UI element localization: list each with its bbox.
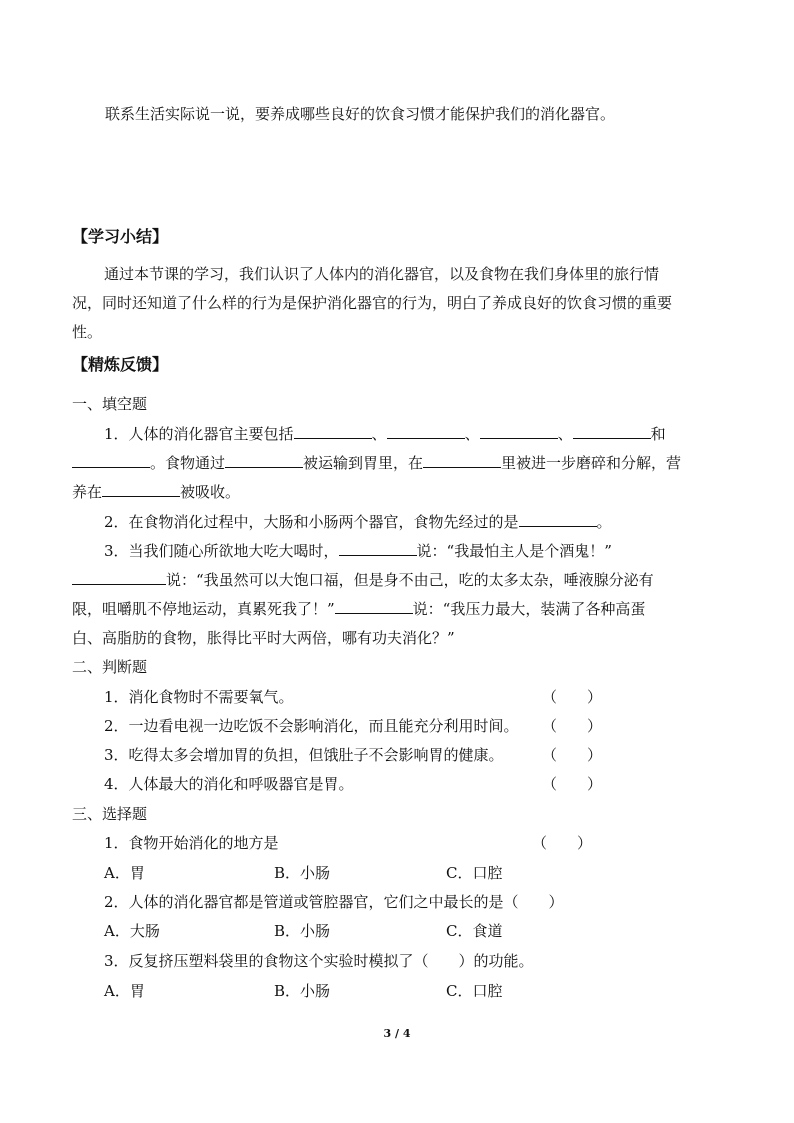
fill-q3-line4: 白、高脂肪的食物，胀得比平时大两倍，哪有功夫消化？” xyxy=(72,629,455,647)
judge-answer-3[interactable]: （ ） xyxy=(542,746,603,764)
choice-q1-stem: 1．食物开始消化的地方是 xyxy=(104,834,279,852)
fill-q2-text-b: 。 xyxy=(596,513,612,531)
fill-q3-line2 xyxy=(72,569,654,591)
fill-q1-text-b: 。食物通过 xyxy=(150,454,226,472)
separator: 、 xyxy=(464,425,480,443)
choice-q1-option-a[interactable]: A．胃 xyxy=(104,864,145,882)
fill-q1-text-a: 1．人体的消化器官主要包括 xyxy=(104,425,294,443)
choice-q2-option-c[interactable]: C．食道 xyxy=(446,922,503,940)
fill-q1-text-d: 里被进一步磨碎和分解，营 xyxy=(501,454,682,472)
answer-blank[interactable] xyxy=(480,424,558,439)
fill-q3-text-c: 说：“我虽然可以大饱口福，但是身不由己，吃的太多太杂，唾液腺分泌有 xyxy=(166,571,654,589)
fill-q1-line1 xyxy=(104,423,666,445)
fill-q3-line1 xyxy=(104,540,612,562)
separator: 、 xyxy=(557,425,573,443)
fill-q3-text-b: 说：“我最怕主人是个酒鬼！” xyxy=(416,542,612,560)
answer-blank[interactable] xyxy=(423,453,501,468)
fill-q3-line3 xyxy=(72,598,645,620)
choice-title: 三、选择题 xyxy=(72,805,148,823)
fill-q1-text-f: 被吸收。 xyxy=(180,483,241,501)
judge-item-1: 1．消化食物时不需要氧气。 xyxy=(104,688,294,706)
separator: 、 xyxy=(371,425,387,443)
choice-q2-option-a[interactable]: A．大肠 xyxy=(104,922,160,940)
answer-blank[interactable] xyxy=(294,424,372,439)
summary-heading: 【学习小结】 xyxy=(72,227,169,246)
summary-line-3: 性。 xyxy=(72,323,103,341)
intro-question: 联系生活实际说一说，要养成哪些良好的饮食习惯才能保护我们的消化器官。 xyxy=(105,105,616,123)
fill-q1-text-e: 养在 xyxy=(72,483,103,501)
fill-q2-text-a: 2．在食物消化过程中，大肠和小肠两个器官，食物先经过的是 xyxy=(104,513,519,531)
fill-q2 xyxy=(104,511,612,533)
answer-blank[interactable] xyxy=(72,570,166,585)
judge-item-2: 2．一边看电视一边吃饭不会影响消化，而且能充分利用时间。 xyxy=(104,717,519,735)
summary-line-2: 况，同时还知道了什么样的行为是保护消化器官的行为，明白了养成良好的饮食习惯的重要 xyxy=(72,294,673,312)
judge-answer-1[interactable]: （ ） xyxy=(542,688,603,706)
choice-q3-stem: 3．反复挤压塑料袋里的食物这个实验时模拟了（ ）的功能。 xyxy=(104,952,534,970)
fill-q3-text-a: 3．当我们随心所欲地大吃大喝时， xyxy=(104,542,339,560)
fill-q1-line2 xyxy=(72,452,681,474)
answer-blank[interactable] xyxy=(335,599,413,614)
choice-q3-option-b[interactable]: B．小肠 xyxy=(274,982,331,1000)
choice-q2-stem: 2．人体的消化器官都是管道或管腔器官，它们之中最长的是（ ） xyxy=(104,893,564,911)
fill-q1-line3 xyxy=(72,481,240,503)
fill-q1-text-c: 被运输到胃里，在 xyxy=(303,454,424,472)
summary-line-1: 通过本节课的学习，我们认识了人体内的消化器官，以及食物在我们身体里的旅行情 xyxy=(104,265,660,283)
choice-q1-option-b[interactable]: B．小肠 xyxy=(274,864,331,882)
choice-q2-option-b[interactable]: B．小肠 xyxy=(274,922,331,940)
choice-q3-option-c[interactable]: C．口腔 xyxy=(446,982,503,1000)
choice-q1-option-c[interactable]: C．口腔 xyxy=(446,864,503,882)
answer-blank[interactable] xyxy=(102,482,180,497)
fill-title: 一、填空题 xyxy=(72,395,148,413)
choice-q3-option-a[interactable]: A．胃 xyxy=(104,982,145,1000)
judge-item-3: 3．吃得太多会增加胃的负担，但饿肚子不会影响胃的健康。 xyxy=(104,746,504,764)
answer-blank[interactable] xyxy=(225,453,303,468)
page-number: 3 / 4 xyxy=(383,1027,411,1040)
fill-q3-text-d: 限，咀嚼肌不停地运动，真累死我了！” xyxy=(72,600,335,618)
answer-blank[interactable] xyxy=(519,512,597,527)
judge-answer-4[interactable]: （ ） xyxy=(542,775,603,793)
practice-heading: 【精炼反馈】 xyxy=(72,355,169,374)
judge-item-4: 4．人体最大的消化和呼吸器官是胃。 xyxy=(104,775,354,793)
judge-answer-2[interactable]: （ ） xyxy=(542,717,603,735)
answer-blank[interactable] xyxy=(573,424,651,439)
answer-blank[interactable] xyxy=(72,453,150,468)
answer-blank[interactable] xyxy=(339,541,417,556)
answer-blank[interactable] xyxy=(387,424,465,439)
judge-title: 二、判断题 xyxy=(72,658,148,676)
fill-q3-text-e: 说：“我压力最大，装满了各种高蛋 xyxy=(412,600,646,618)
choice-q1-answer[interactable]: （ ） xyxy=(532,834,593,852)
fill-q1-and: 和 xyxy=(650,425,666,443)
